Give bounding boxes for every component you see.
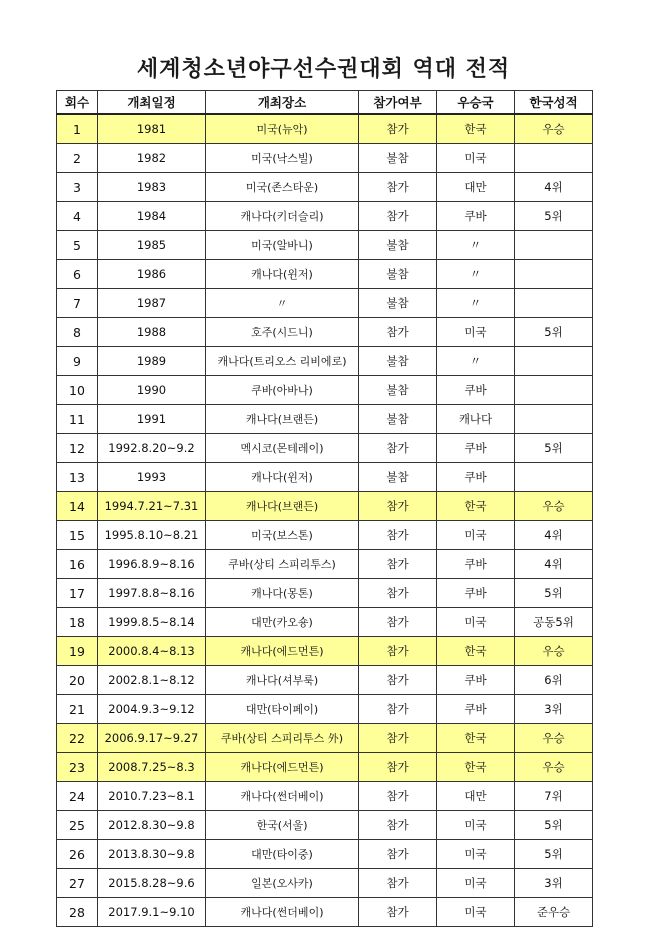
korea-result-cell: 5위 [515,434,593,463]
edition-cell: 28 [57,898,98,927]
edition-cell: 15 [57,521,98,550]
korea-result-cell [515,405,593,434]
participation-cell: 참가 [359,898,437,927]
venue-cell: 대만(카오숑) [206,608,359,637]
table-row [57,550,593,579]
edition-cell: 19 [57,637,98,666]
venue-cell: 캐나다(트리오스 리비에로) [206,347,359,376]
table-row [57,405,593,434]
edition-cell: 1 [57,114,98,144]
edition-cell: 26 [57,840,98,869]
page-title: 세계청소년야구선수권대회 역대 전적 [136,57,511,82]
header-winner: 우승국 [437,91,515,115]
table-row [57,492,593,521]
edition-cell: 4 [57,202,98,231]
winner-cell: 한국 [437,637,515,666]
korea-result-cell: 우승 [515,492,593,521]
participation-cell: 불참 [359,231,437,260]
korea-result-cell: 5위 [515,579,593,608]
dates-cell: 1991 [98,405,206,434]
korea-result-cell: 5위 [515,318,593,347]
table-row [57,202,593,231]
dates-cell: 1994.7.21~7.31 [98,492,206,521]
korea-result-cell: 3위 [515,869,593,898]
header-dates: 개최일정 [98,91,206,115]
table-row [57,695,593,724]
dates-cell: 1996.8.9~8.16 [98,550,206,579]
winner-cell: 대만 [437,173,515,202]
participation-cell: 참가 [359,202,437,231]
participation-cell: 참가 [359,579,437,608]
korea-result-cell: 준우승 [515,898,593,927]
participation-cell: 참가 [359,840,437,869]
header-venue: 개최장소 [206,91,359,115]
winner-cell: 미국 [437,318,515,347]
table-row [57,608,593,637]
participation-cell: 참가 [359,869,437,898]
dates-cell: 1982 [98,144,206,173]
korea-result-cell: 우승 [515,753,593,782]
dates-cell: 1993 [98,463,206,492]
korea-result-cell: 우승 [515,114,593,144]
korea-result-cell [515,231,593,260]
participation-cell: 불참 [359,463,437,492]
edition-cell: 18 [57,608,98,637]
winner-cell: 〃 [437,347,515,376]
winner-cell: 쿠바 [437,434,515,463]
participation-cell: 참가 [359,114,437,144]
participation-cell: 참가 [359,666,437,695]
dates-cell: 2008.7.25~8.3 [98,753,206,782]
winner-cell: 〃 [437,289,515,318]
table-row [57,724,593,753]
edition-cell: 12 [57,434,98,463]
winner-cell: 쿠바 [437,695,515,724]
table-row [57,318,593,347]
winner-cell: 〃 [437,231,515,260]
header-row [57,91,593,115]
winner-cell: 캐나다 [437,405,515,434]
participation-cell: 참가 [359,695,437,724]
korea-result-cell: 4위 [515,550,593,579]
dates-cell: 2010.7.23~8.1 [98,782,206,811]
dates-cell: 1987 [98,289,206,318]
dates-cell: 2013.8.30~9.8 [98,840,206,869]
participation-cell: 참가 [359,492,437,521]
venue-cell: 미국(알바니) [206,231,359,260]
header-participation: 참가여부 [359,91,437,115]
venue-cell: 미국(존스타운) [206,173,359,202]
venue-cell: 캐나다(키더슬리) [206,202,359,231]
winner-cell: 미국 [437,608,515,637]
edition-cell: 3 [57,173,98,202]
table-row [57,666,593,695]
winner-cell: 대만 [437,782,515,811]
venue-cell: 캐나다(에드먼튼) [206,753,359,782]
table-row [57,260,593,289]
edition-cell: 9 [57,347,98,376]
korea-result-cell [515,463,593,492]
dates-cell: 1990 [98,376,206,405]
venue-cell: 쿠바(상티 스피리투스) [206,550,359,579]
header-korea-result: 한국성적 [515,91,593,115]
table-row [57,521,593,550]
dates-cell: 2000.8.4~8.13 [98,637,206,666]
dates-cell: 1995.8.10~8.21 [98,521,206,550]
korea-result-cell: 우승 [515,724,593,753]
korea-result-cell [515,144,593,173]
participation-cell: 참가 [359,753,437,782]
venue-cell: 미국(낙스빌) [206,144,359,173]
results-table [56,90,593,927]
korea-result-cell: 4위 [515,173,593,202]
table-row [57,231,593,260]
dates-cell: 1992.8.20~9.2 [98,434,206,463]
venue-cell: 대만(타이중) [206,840,359,869]
venue-cell: 호주(시드니) [206,318,359,347]
table-row [57,347,593,376]
winner-cell: 〃 [437,260,515,289]
participation-cell: 참가 [359,782,437,811]
korea-result-cell: 3위 [515,695,593,724]
winner-cell: 쿠바 [437,463,515,492]
venue-cell: 캐나다(윈저) [206,260,359,289]
korea-result-cell: 공동5위 [515,608,593,637]
dates-cell: 2015.8.28~9.6 [98,869,206,898]
winner-cell: 한국 [437,724,515,753]
dates-cell: 2017.9.1~9.10 [98,898,206,927]
venue-cell: 일본(오사카) [206,869,359,898]
participation-cell: 불참 [359,405,437,434]
winner-cell: 한국 [437,753,515,782]
edition-cell: 11 [57,405,98,434]
participation-cell: 불참 [359,289,437,318]
winner-cell: 쿠바 [437,202,515,231]
korea-result-cell [515,289,593,318]
edition-cell: 7 [57,289,98,318]
korea-result-cell [515,260,593,289]
winner-cell: 쿠바 [437,376,515,405]
edition-cell: 21 [57,695,98,724]
dates-cell: 1986 [98,260,206,289]
korea-result-cell: 4위 [515,521,593,550]
edition-cell: 13 [57,463,98,492]
participation-cell: 불참 [359,144,437,173]
edition-cell: 5 [57,231,98,260]
venue-cell: 캐나다(에드먼튼) [206,637,359,666]
winner-cell: 한국 [437,114,515,144]
venue-cell: 미국(보스톤) [206,521,359,550]
edition-cell: 22 [57,724,98,753]
edition-cell: 8 [57,318,98,347]
edition-cell: 14 [57,492,98,521]
table-row [57,579,593,608]
dates-cell: 1983 [98,173,206,202]
table-row [57,753,593,782]
participation-cell: 불참 [359,347,437,376]
venue-cell: 〃 [206,289,359,318]
venue-cell: 대만(타이페이) [206,695,359,724]
venue-cell: 캐나다(셔부룩) [206,666,359,695]
participation-cell: 참가 [359,550,437,579]
table-body [57,114,593,927]
table-row [57,782,593,811]
winner-cell: 미국 [437,144,515,173]
dates-cell: 1997.8.8~8.16 [98,579,206,608]
korea-result-cell: 5위 [515,202,593,231]
winner-cell: 쿠바 [437,550,515,579]
participation-cell: 불참 [359,376,437,405]
dates-cell: 1984 [98,202,206,231]
edition-cell: 16 [57,550,98,579]
participation-cell: 참가 [359,318,437,347]
edition-cell: 6 [57,260,98,289]
winner-cell: 쿠바 [437,579,515,608]
dates-cell: 1988 [98,318,206,347]
korea-result-cell: 5위 [515,811,593,840]
table-row [57,114,593,144]
edition-cell: 10 [57,376,98,405]
participation-cell: 참가 [359,724,437,753]
venue-cell: 캐나다(윈저) [206,463,359,492]
dates-cell: 1981 [98,114,206,144]
edition-cell: 23 [57,753,98,782]
dates-cell: 2006.9.17~9.27 [98,724,206,753]
table-row [57,898,593,927]
header-edition: 회수 [57,91,98,115]
korea-result-cell [515,347,593,376]
dates-cell: 1985 [98,231,206,260]
venue-cell: 캐나다(브랜든) [206,492,359,521]
edition-cell: 20 [57,666,98,695]
venue-cell: 캐나다(썬더베이) [206,782,359,811]
participation-cell: 참가 [359,173,437,202]
edition-cell: 2 [57,144,98,173]
table-row [57,637,593,666]
table-row [57,289,593,318]
venue-cell: 쿠바(아바나) [206,376,359,405]
participation-cell: 참가 [359,434,437,463]
table-row [57,463,593,492]
table-row [57,144,593,173]
winner-cell: 미국 [437,840,515,869]
korea-result-cell: 7위 [515,782,593,811]
table-row [57,173,593,202]
participation-cell: 참가 [359,608,437,637]
edition-cell: 17 [57,579,98,608]
table-header [57,91,593,115]
participation-cell: 참가 [359,521,437,550]
korea-result-cell [515,376,593,405]
venue-cell: 캐나다(몽톤) [206,579,359,608]
winner-cell: 미국 [437,869,515,898]
winner-cell: 미국 [437,521,515,550]
table-row [57,840,593,869]
participation-cell: 참가 [359,637,437,666]
edition-cell: 24 [57,782,98,811]
winner-cell: 한국 [437,492,515,521]
korea-result-cell: 우승 [515,637,593,666]
venue-cell: 쿠바(상티 스피리투스 外) [206,724,359,753]
korea-result-cell: 6위 [515,666,593,695]
participation-cell: 불참 [359,260,437,289]
venue-cell: 캐나다(썬더베이) [206,898,359,927]
edition-cell: 27 [57,869,98,898]
dates-cell: 2004.9.3~9.12 [98,695,206,724]
dates-cell: 1999.8.5~8.14 [98,608,206,637]
table-row [57,869,593,898]
edition-cell: 25 [57,811,98,840]
table-row [57,434,593,463]
winner-cell: 미국 [437,811,515,840]
venue-cell: 멕시코(몬테레이) [206,434,359,463]
dates-cell: 2002.8.1~8.12 [98,666,206,695]
table-row [57,376,593,405]
venue-cell: 캐나다(브랜든) [206,405,359,434]
winner-cell: 쿠바 [437,666,515,695]
table-row [57,811,593,840]
korea-result-cell: 5위 [515,840,593,869]
venue-cell: 미국(뉴악) [206,114,359,144]
venue-cell: 한국(서울) [206,811,359,840]
dates-cell: 2012.8.30~9.8 [98,811,206,840]
winner-cell: 미국 [437,898,515,927]
dates-cell: 1989 [98,347,206,376]
participation-cell: 참가 [359,811,437,840]
